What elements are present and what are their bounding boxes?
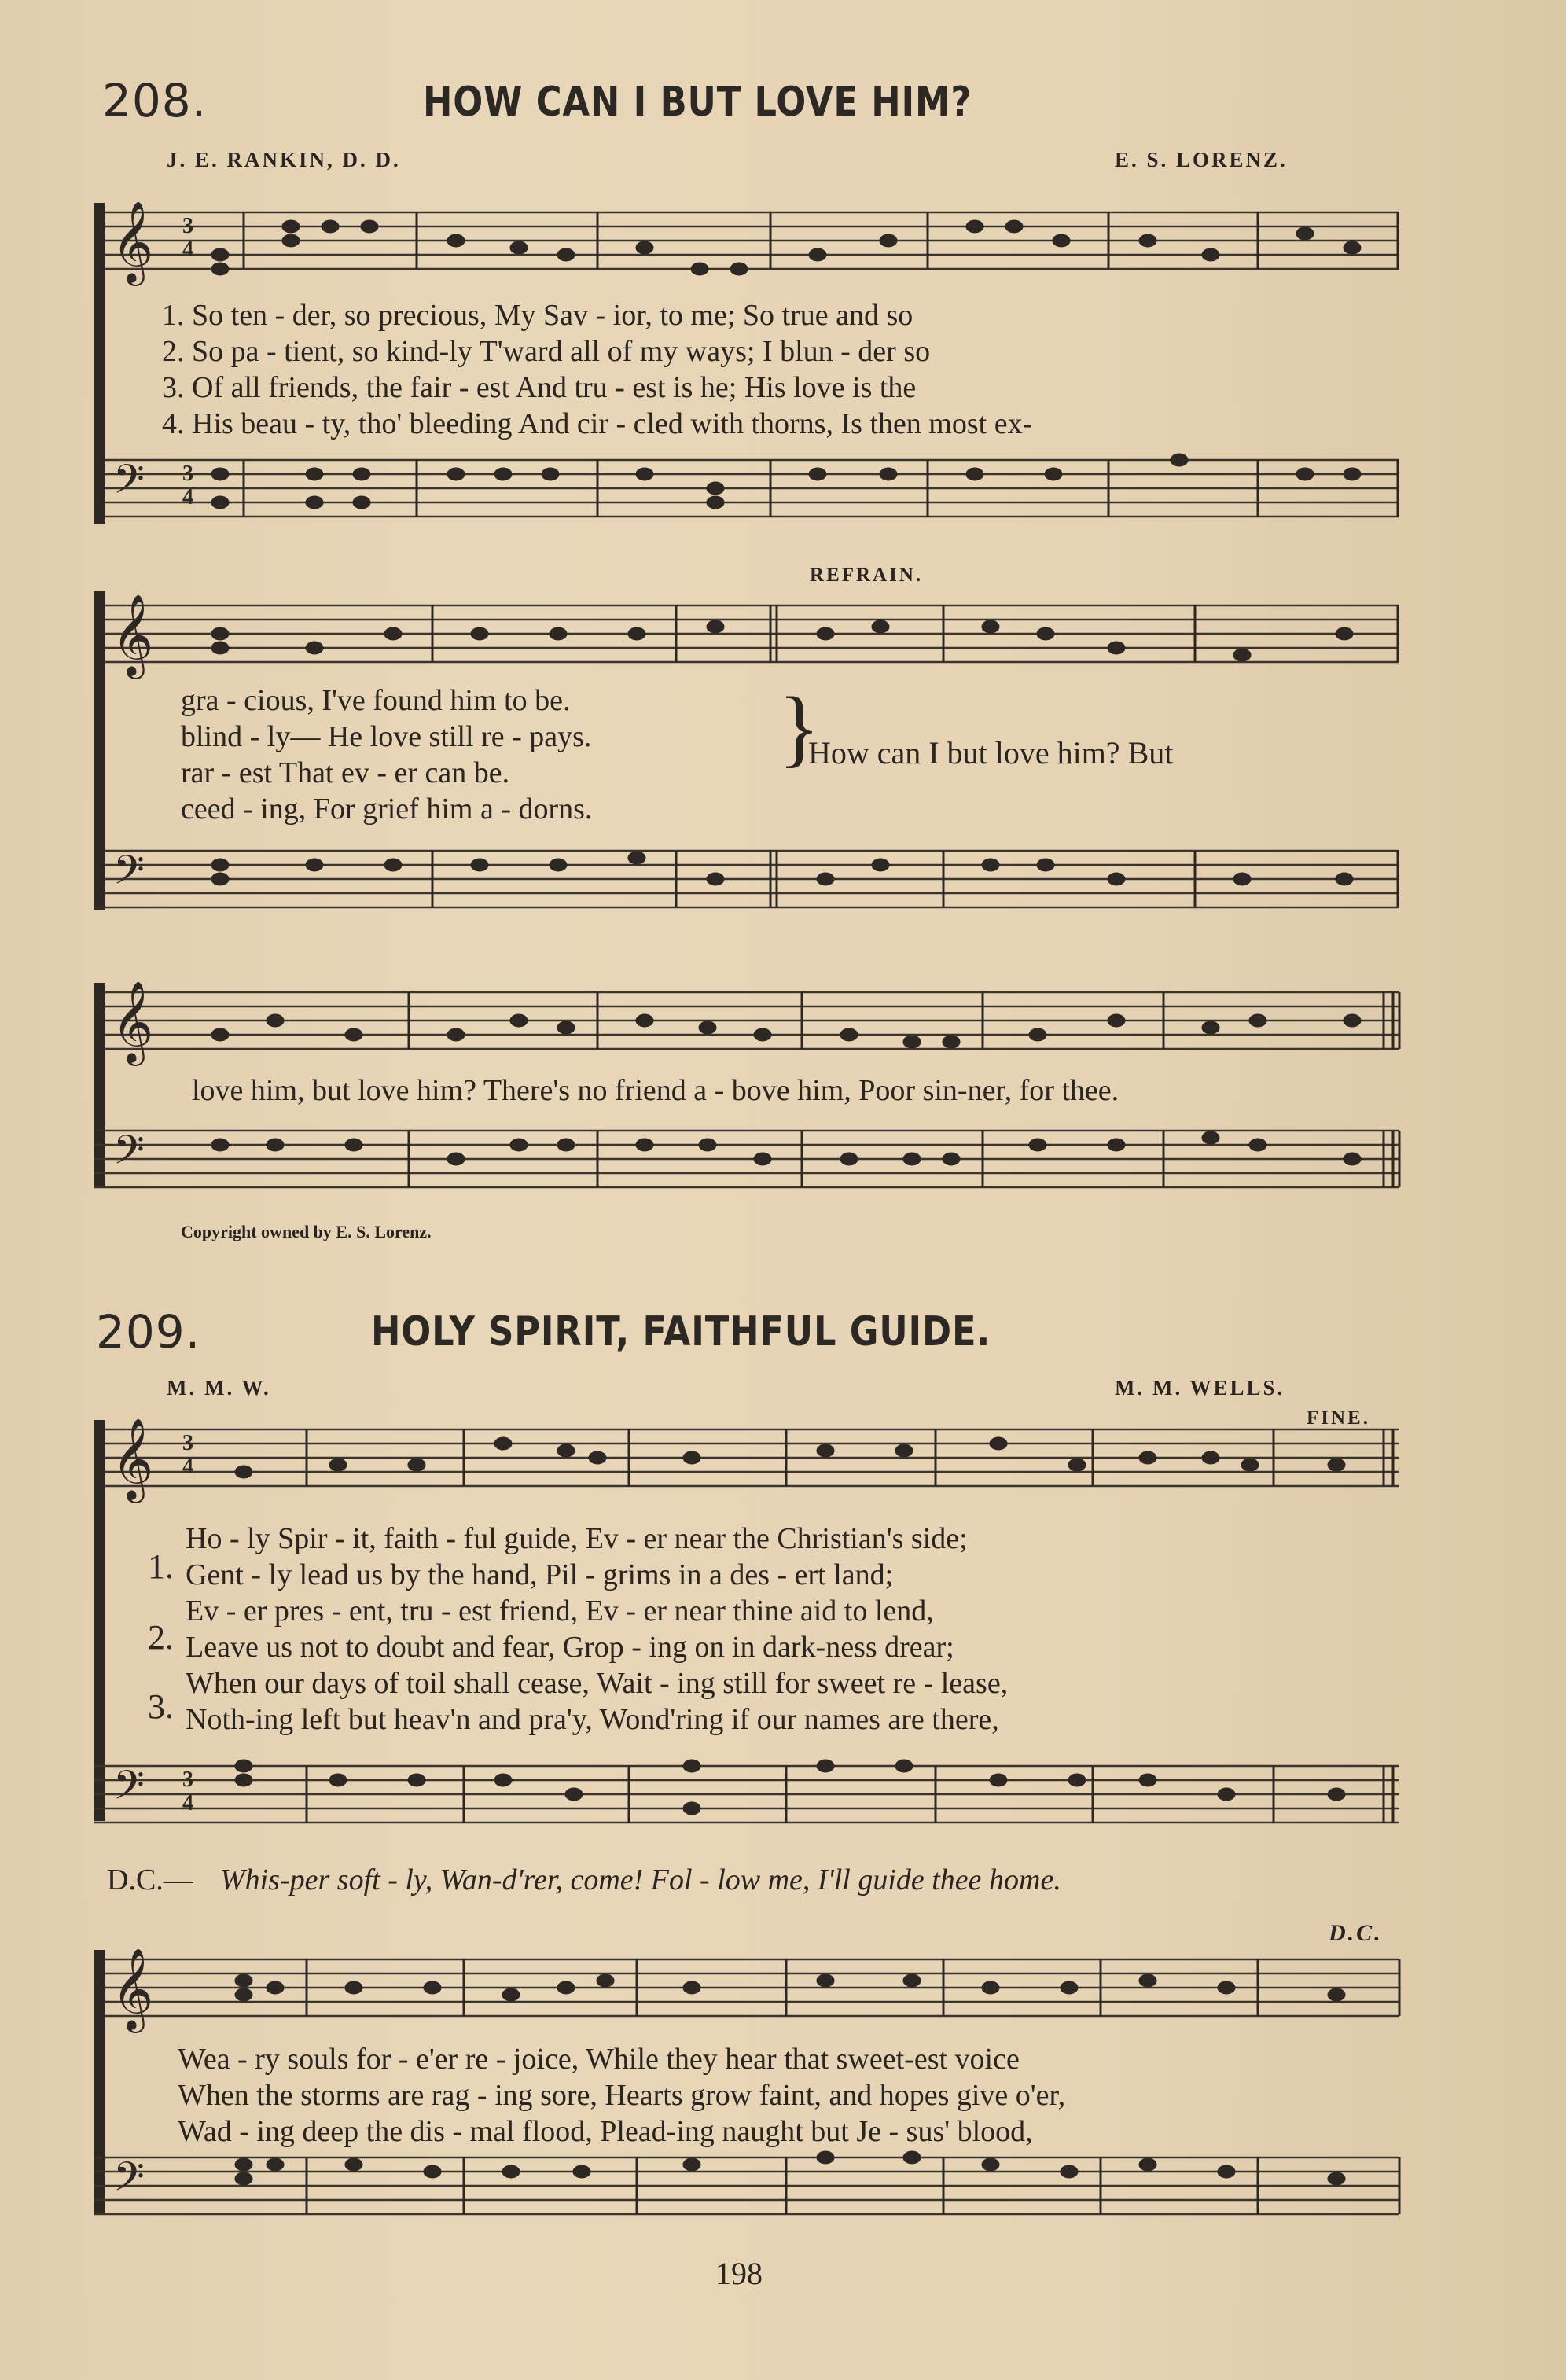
verse-3-line: Wad - ing deep the dis - mal flood, Plead-ing naught but Je - sus' blood, xyxy=(178,2115,1033,2148)
refrain-lyrics: How can I but love him? But xyxy=(808,735,1174,771)
svg-text:𝄞: 𝄞 xyxy=(112,200,154,283)
verse-3b-line: Noth-ing left but heav'n and pra'y, Wond'ring if our names are there, xyxy=(186,1703,999,1736)
verse-3-line: 3. Of all friends, the fair - est And tru - est is he; His love is the xyxy=(162,371,917,404)
verse-2-line: When the storms are rag - ing sore, Hearts grow faint, and hopes give o'er, xyxy=(178,2079,1066,2112)
page-number: 198 xyxy=(715,2256,763,2291)
svg-text:𝄞: 𝄞 xyxy=(112,1951,154,2029)
verse-number: 1. xyxy=(148,1547,174,1586)
treble-staff xyxy=(94,984,1399,1079)
svg-text:𝄞: 𝄞 xyxy=(112,984,154,1061)
svg-text:𝄢: 𝄢 xyxy=(113,849,145,903)
dc-lyrics: Whis-per soft - ly, Wan-d'rer, come! Fol - low me, I'll guide thee home. xyxy=(220,1863,1061,1896)
svg-text:4: 4 xyxy=(182,485,193,509)
bass-staff xyxy=(94,2150,1399,2244)
verse-lyrics-block xyxy=(178,2041,1065,2150)
treble-staff xyxy=(94,1951,1399,2046)
verse-2-line: 2. So pa - tient, so kind-ly T'ward all of my ways; I blun - der so xyxy=(162,335,931,368)
svg-text:𝄢: 𝄢 xyxy=(113,2156,145,2209)
verse-1-line: Wea - ry souls for - e'er re - joice, While they hear that sweet-est voice xyxy=(178,2043,1020,2076)
composer-credit: M. M. WELLS. xyxy=(1115,1376,1285,1400)
verse-2a-line: Ev - er pres - ent, tru - est friend, Ev - er near thine aid to lend, xyxy=(186,1595,934,1628)
bass-staff xyxy=(94,843,1399,937)
verse-4-line: ceed - ing, For grief him a - dorns. xyxy=(181,793,593,826)
bass-staff xyxy=(94,1758,1399,1852)
verse-lyrics-block xyxy=(181,682,592,827)
verse-number: 3. xyxy=(148,1687,174,1726)
verse-1b-line: Gent - ly lead us by the hand, Pil - grims in a des - ert land; xyxy=(186,1558,894,1591)
refrain-label: REFRAIN. xyxy=(810,565,924,586)
bass-staff xyxy=(94,452,1399,546)
verse-1-line: 1. So ten - der, so precious, My Sav - ior, to me; So true and so xyxy=(162,299,914,332)
verse-2-line: blind - ly— He love still re - pays. xyxy=(181,720,592,753)
copyright-notice: Copyright owned by E. S. Lorenz. xyxy=(181,1222,432,1241)
verse-3-line: rar - est That ev - er can be. xyxy=(181,756,510,789)
svg-text:4: 4 xyxy=(182,1791,193,1815)
dc-mark: D.C. xyxy=(1329,1920,1383,1946)
treble-staff xyxy=(94,200,1399,299)
treble-staff xyxy=(94,1422,1399,1516)
verse-2b-line: Leave us not to doubt and fear, Grop - ing on in dark-ness drear; xyxy=(186,1631,954,1664)
svg-text:3: 3 xyxy=(182,462,193,486)
hymn-number: 208. xyxy=(102,74,208,127)
svg-text:4: 4 xyxy=(182,237,193,262)
svg-text:𝄢: 𝄢 xyxy=(113,1129,145,1183)
verse-1a-line: Ho - ly Spir - it, faith - ful guide, Ev - er near the Christian's side; xyxy=(186,1522,968,1555)
verse-lyrics-block xyxy=(186,1521,1008,1738)
svg-text:𝄞: 𝄞 xyxy=(112,597,154,675)
fine-mark: FINE. xyxy=(1307,1407,1370,1429)
verse-lyrics-block xyxy=(162,297,1032,442)
lyricist-credit: M. M. W. xyxy=(167,1376,271,1400)
hymn-title: HOLY SPIRIT, FAITHFUL GUIDE. xyxy=(371,1308,991,1356)
svg-text:3: 3 xyxy=(182,214,193,238)
svg-text:𝄢: 𝄢 xyxy=(113,1764,145,1818)
svg-text:3: 3 xyxy=(182,1431,193,1455)
svg-text:3: 3 xyxy=(182,1768,193,1792)
bass-staff xyxy=(94,1123,1399,1217)
treble-staff xyxy=(94,598,1399,692)
hymn-title: HOW CAN I BUT LOVE HIM? xyxy=(423,79,972,126)
brace: } xyxy=(778,679,820,775)
svg-text:𝄞: 𝄞 xyxy=(112,1421,154,1499)
hymn-number: 209. xyxy=(96,1305,201,1359)
svg-text:𝄢: 𝄢 xyxy=(113,458,145,512)
refrain-lyrics: love him, but love him? There's no friend a - bove him, Poor sin-ner, for thee. xyxy=(192,1074,1119,1107)
composer-credit: E. S. LORENZ. xyxy=(1115,148,1288,171)
verse-number: 2. xyxy=(148,1618,174,1657)
verse-4-line: 4. His beau - ty, tho' bleeding And cir - cled with thorns, Is then most ex- xyxy=(162,407,1033,440)
verse-1-line: gra - cious, I've found him to be. xyxy=(181,684,571,717)
dc-label: D.C.— xyxy=(107,1863,193,1896)
lyricist-credit: J. E. RANKIN, D. D. xyxy=(167,148,401,171)
verse-3a-line: When our days of toil shall cease, Wait - ing still for sweet re - lease, xyxy=(186,1667,1009,1700)
svg-text:4: 4 xyxy=(182,1455,193,1479)
